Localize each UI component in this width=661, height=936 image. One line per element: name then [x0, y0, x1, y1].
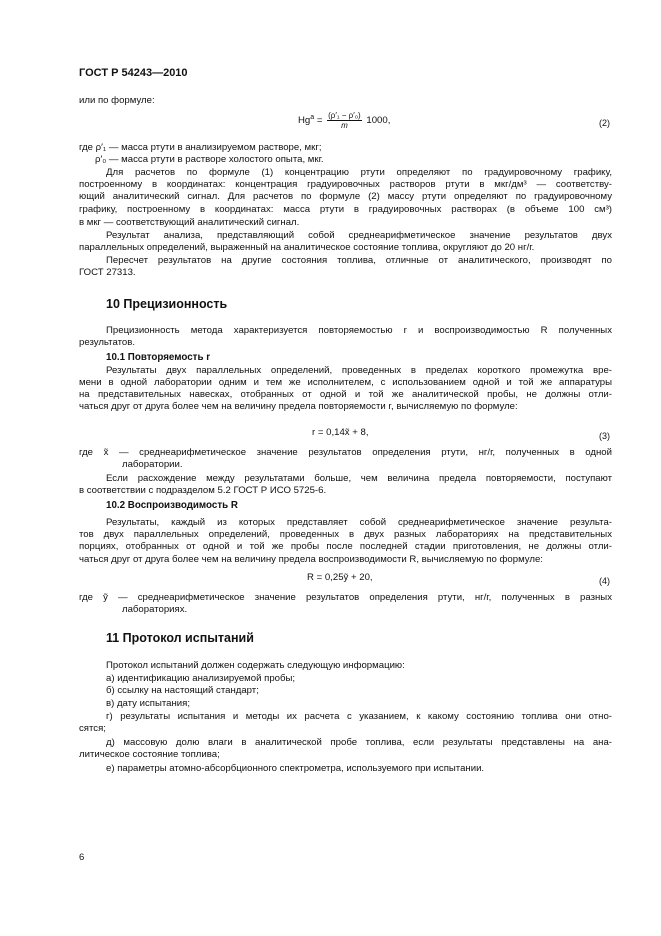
- para3-line: Пересчет результатов на другие состояния топлива, отличные от аналитического, производят по: [106, 255, 612, 266]
- para2-line: параллельных определений, выраженный на аналитическое состояние топлива, округляют до 20 нг/г.: [79, 242, 535, 253]
- protocol-item: а) идентификацию анализируемой пробы;: [106, 673, 296, 684]
- para1-line: ющий аналитический сигнал. Для расчетов по формуле (2) массу ртути определяют по градуировочному: [79, 191, 612, 202]
- formula-3-number: (3): [599, 431, 610, 441]
- formula-2-number: (2): [599, 118, 610, 128]
- protocol-item: е) параметры атомно-абсорбционного спектрометра, используемого при испытании.: [106, 763, 485, 774]
- section-10-1-after-line: в соответствии с подразделом 5.2 ГОСТ Р ИСО 5725-6.: [79, 485, 327, 496]
- section-10-1-where-line: лаборатории.: [122, 459, 183, 470]
- formula-2-fraction: [327, 111, 362, 130]
- formula-2-lhs-sup: a: [310, 113, 315, 121]
- formula-2-lhs: Hg: [298, 115, 311, 127]
- section-10-1-line: Результаты двух параллельных определений, проведенных в пределах короткого промежутка вре-: [106, 365, 612, 376]
- document-header: ГОСТ Р 54243—2010: [79, 67, 188, 79]
- section-10-1-title: 10.1 Повторяемость r: [106, 352, 211, 363]
- section-10-1-line: чаться друг от друга более чем на величину предела повторяемости r, вычисляемую по формуле:: [79, 401, 518, 412]
- protocol-item-continuation: литическое состояние топлива;: [79, 749, 220, 760]
- section-10-2-line: чаться друг от друга более чем на величину предела воспроизводимости R, вычисляемую по формуле:: [79, 554, 543, 565]
- formula-2-rest: 1000,: [363, 115, 391, 127]
- section-10-2-line: Результаты, каждый из которых представляет собой среднеарифметическое значение результа-: [106, 517, 612, 528]
- para2-line: Результат анализа, представляющий собой среднеарифметическое значение результатов двух: [106, 230, 612, 241]
- protocol-item-continuation: сятся;: [79, 723, 106, 734]
- section-10-2-where-line: где ỹ — среднеарифметическое значение результатов определения ртути, нг/г, полученных в разных: [79, 592, 612, 603]
- formula-2-numerator: (ρ′₁ − ρ′₀): [328, 111, 361, 120]
- where-line-1: [79, 142, 322, 154]
- formula-4: R = 0,25ỹ + 20,: [307, 572, 373, 583]
- section-10-1-line: мени в одной лаборатории одним и тем же исполнителем, с использованием одной и той же аппаратуры: [79, 377, 612, 388]
- or-formula-text: или по формуле:: [79, 95, 155, 106]
- protocol-item: г) результаты испытания и методы их расчета с указанием, к какому состоянию топлива они отно-: [106, 711, 612, 722]
- para1-line: в мкг — соответствующий аналитический сигнал.: [79, 217, 300, 228]
- formula-2-denominator: m: [341, 121, 348, 130]
- protocol-item: б) ссылку на настоящий стандарт;: [106, 685, 259, 696]
- section-10-title: 10 Прецизионность: [106, 297, 228, 311]
- section-10-1-where-line: где x̃ — среднеарифметическое значение результатов определения ртути, нг/г, полученных в одной: [79, 447, 612, 458]
- para1-line: построенному в координатах: концентрация градуировочных растворов ртути в мкг/дм³ — соответству-: [79, 179, 612, 190]
- section-10-1-line: на представительных навесках, отобранных от одной и той же аналитической пробы, не должны отли-: [79, 389, 612, 400]
- section-10-1-after-line: Если расхождение между результатами больше, чем величина предела повторяемости, поступают: [106, 473, 612, 484]
- formula-4-number: (4): [599, 576, 610, 586]
- formula-2-eq: =: [314, 115, 326, 127]
- section-10-2-line: порциях, отобранных от одной и той же пробы после последней стадии приготовления, не должны отли-: [79, 541, 612, 552]
- section-10-2-title: 10.2 Воспроизводимость R: [106, 500, 238, 511]
- where-1-text: — масса ртути в анализируемом растворе, мкг;: [106, 142, 322, 153]
- where-2-text: — масса ртути в растворе холостого опыта, мкг.: [106, 154, 324, 165]
- section-10-intro-line: результатов.: [79, 337, 135, 348]
- section-10-intro-line: Прецизионность метода характеризуется повторяемостью r и воспроизводимостью R полученных: [106, 325, 612, 336]
- para1-line: Для расчетов по формуле (1) концентрацию ртути определяют по градуировочному графику,: [106, 167, 612, 178]
- section-11-title: 11 Протокол испытаний: [106, 631, 254, 645]
- where-line-2: [95, 154, 324, 166]
- para1-line: графику, построенному в координатах: масса ртути в градуировочных растворах (в объеме 100 см³): [79, 204, 612, 215]
- formula-2: [298, 111, 390, 130]
- page-number: 6: [79, 852, 85, 863]
- formula-3: r = 0,14x̃ + 8,: [312, 427, 369, 438]
- section-10-2-line: тов двух параллельных определений, проведенных в двух разных лабораториях на представительных: [79, 529, 612, 540]
- section-10-2-where-line: лабораториях.: [122, 604, 188, 615]
- section-11-intro: Протокол испытаний должен содержать следующую информацию:: [106, 660, 405, 671]
- where-1-symbol: где ρ′₁: [79, 142, 107, 153]
- where-2-symbol: ρ′₀: [95, 154, 107, 165]
- para3-line: ГОСТ 27313.: [79, 267, 136, 278]
- protocol-item: д) массовую долю влаги в аналитической пробе топлива, если результаты представлены на ана-: [106, 737, 612, 748]
- protocol-item: в) дату испытания;: [106, 698, 191, 709]
